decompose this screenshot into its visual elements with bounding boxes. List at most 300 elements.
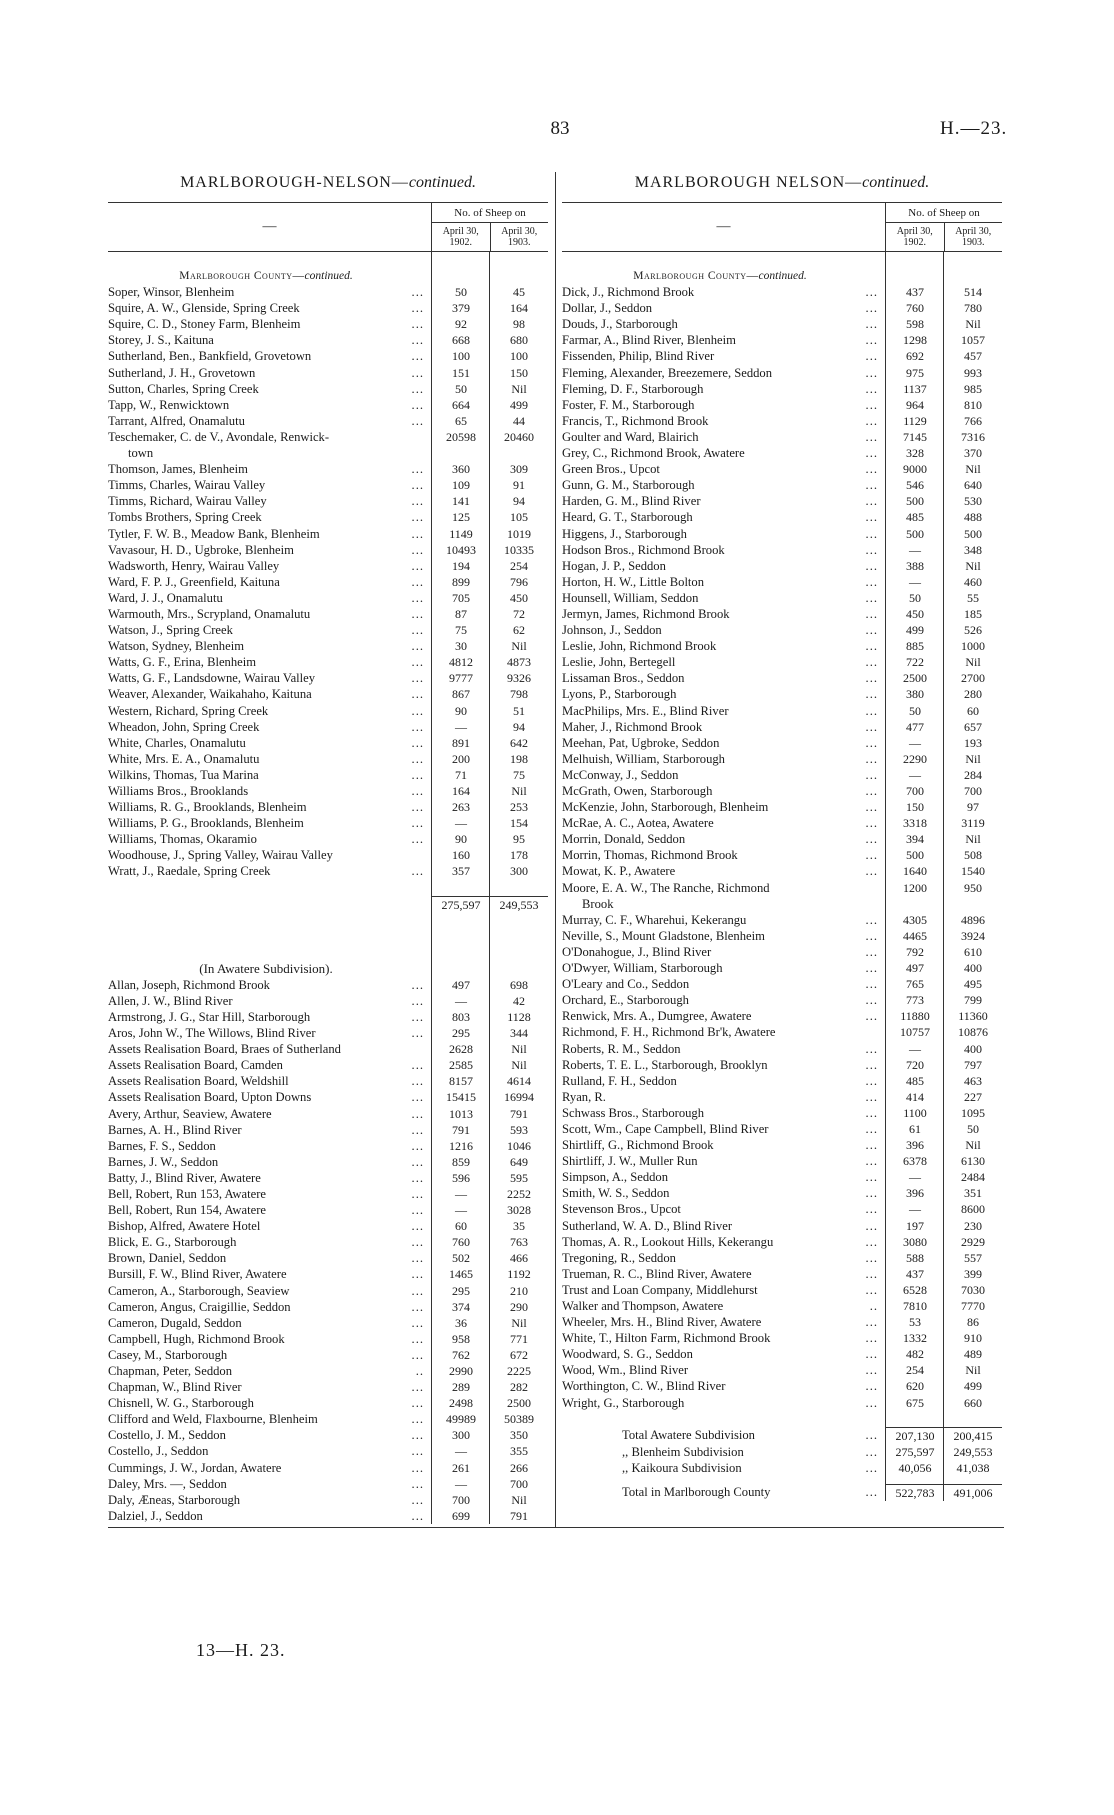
owner-name: Tregoning, R., Seddon	[562, 1250, 676, 1265]
empty-cell	[886, 268, 944, 284]
spacer-row	[108, 880, 548, 896]
empty-cell	[490, 961, 548, 977]
sheep-1903-value: 491,006	[944, 1484, 1002, 1501]
page-footer: 13—H. 23.	[196, 1640, 286, 1660]
section-heading-continued: continued.	[758, 270, 807, 282]
sheep-1902-value: 792	[906, 944, 924, 959]
owner-cell	[562, 1008, 886, 1024]
sheep-1902-value: —	[455, 1476, 467, 1491]
sheep-1902-value: 414	[906, 1089, 924, 1104]
sheep-1902-value: 500	[906, 494, 924, 509]
column-divider	[555, 172, 556, 1527]
sheep-1903-value: 7316	[961, 429, 985, 444]
owner-name: Ryan, R.	[562, 1089, 606, 1104]
table-row	[562, 622, 1002, 638]
spacer-row	[108, 252, 548, 268]
leader-dots: ...	[411, 1299, 424, 1314]
sheep-1902-value: 164	[452, 784, 470, 798]
table-row	[562, 670, 1002, 686]
spacer-row	[108, 945, 548, 961]
sheep-1903-value: 50	[967, 1121, 979, 1136]
sheep-1903-value: 370	[964, 446, 982, 461]
table-row	[108, 332, 548, 348]
owner-name: Richmond, F. H., Richmond Br'k, Awatere	[562, 1025, 776, 1040]
table-row	[108, 783, 548, 799]
sheep-1902-value: 4305	[903, 912, 927, 927]
owner-name: Simpson, A., Seddon	[562, 1170, 669, 1185]
sheep-1902-value: 964	[906, 397, 924, 412]
owner-name: Chisnell, W. G., Starborough	[108, 1396, 254, 1411]
owner-name: Orchard, E., Starborough	[562, 993, 689, 1008]
leader-dots: ...	[865, 1057, 878, 1072]
leader-dots: ...	[865, 703, 878, 718]
spacer-row	[562, 1476, 1002, 1484]
sheep-1903-value: Nil	[511, 784, 527, 798]
sheep-1903-value: Nil	[511, 639, 527, 654]
owner-cell	[108, 703, 432, 719]
sheep-1903-value: 672	[510, 1347, 528, 1362]
owner-name: Wheadon, John, Spring Creek	[108, 719, 260, 734]
sheep-1903-value: 249,553	[490, 896, 548, 913]
owner-cell	[108, 1379, 432, 1395]
leader-dots: ...	[865, 1089, 878, 1104]
table-row	[108, 300, 548, 316]
owner-name: O'Leary and Co., Seddon	[562, 977, 690, 992]
sheep-1903-value: 642	[510, 735, 528, 750]
sheep-1902-value: 499	[906, 623, 924, 638]
leader-dots: ...	[865, 1363, 878, 1378]
owner-name: Hodson Bros., Richmond Brook	[562, 542, 725, 557]
table-row	[108, 703, 548, 719]
table-row	[108, 815, 548, 831]
sheep-1902-value: 803	[452, 1009, 470, 1024]
owner-cell	[562, 1234, 886, 1250]
sheep-1902-value: 9777	[449, 671, 473, 686]
sheep-1902-value: —	[909, 1202, 921, 1217]
owner-cell	[108, 1073, 432, 1089]
leader-dots: ...	[865, 1484, 878, 1499]
sheep-1903-value: 193	[964, 735, 982, 750]
sheep-1903-value: Nil	[965, 655, 981, 670]
table-row	[562, 332, 1002, 348]
sheep-1902-value: 899	[452, 574, 470, 589]
sheep-1903-value	[944, 896, 1002, 912]
sheep-1902-value: 760	[452, 1235, 470, 1250]
owner-cell	[108, 1057, 432, 1073]
owner-name: Leslie, John, Richmond Brook	[562, 639, 717, 654]
leader-dots: ...	[411, 1347, 424, 1362]
owner-name: Squire, C. D., Stoney Farm, Blenheim	[108, 317, 301, 332]
sheep-1902-value: 75	[455, 623, 467, 638]
spacer-cell	[944, 1476, 1002, 1484]
owner-cell	[108, 397, 432, 413]
right-heading-continued: continued.	[862, 174, 930, 191]
sheep-1902-value: 92	[455, 317, 467, 332]
owner-name: Armstrong, J. G., Star Hill, Starborough	[108, 1009, 311, 1024]
sheep-1902-value: 1298	[903, 333, 927, 348]
right-column	[562, 172, 1002, 1501]
sheep-1903-value: 489	[964, 1347, 982, 1362]
owner-name: Assets Realisation Board, Braes of Sutherland	[108, 1042, 341, 1057]
sheep-1903-value: 797	[964, 1057, 982, 1072]
table-row	[108, 1025, 548, 1041]
sheep-1903-value: 50389	[504, 1412, 534, 1427]
sheep-1902-value: 71	[455, 767, 467, 782]
owner-cell	[562, 1346, 886, 1362]
sheep-1902-value: 546	[906, 478, 924, 493]
right-heading-main: MARLBOROUGH NELSON—	[634, 174, 863, 191]
sheep-1902-value: 50	[909, 590, 921, 605]
owner-cell	[108, 686, 432, 702]
spacer-cell	[432, 880, 490, 896]
owner-cell	[562, 1089, 886, 1105]
sheep-1902-value: —	[455, 1444, 467, 1459]
owner-name: Stevenson Bros., Upcot	[562, 1202, 681, 1217]
sheep-1902-value: 61	[909, 1121, 921, 1136]
table-row	[562, 1378, 1002, 1394]
owner-name: Francis, T., Richmond Brook	[562, 413, 709, 428]
table-row	[108, 1299, 548, 1315]
sheep-1903-value: 198	[510, 751, 528, 766]
owner-name: Storey, J. S., Kaituna	[108, 333, 214, 348]
empty-cell	[944, 268, 1002, 284]
sheep-1902-value: 3080	[903, 1234, 927, 1249]
leader-dots: ...	[865, 285, 878, 300]
sheep-1903-value: 466	[510, 1251, 528, 1266]
table-row	[562, 477, 1002, 493]
sheep-1903-value: 300	[510, 864, 528, 879]
owner-name: Bell, Robert, Run 153, Awatere	[108, 1186, 266, 1201]
sheep-1902-value: 90	[455, 832, 467, 847]
leader-dots: ...	[411, 1267, 424, 1282]
owner-name: Murray, C. F., Wharehui, Kekerangu	[562, 912, 747, 927]
leader-dots: ...	[865, 800, 878, 815]
owner-cell	[108, 461, 432, 477]
owner-cell	[108, 1234, 432, 1250]
table-row	[108, 1009, 548, 1025]
leader-dots: ...	[411, 864, 424, 879]
sheep-1903-value: 94	[513, 494, 525, 509]
leader-dots: ...	[865, 1009, 878, 1024]
leader-dots: ...	[865, 1266, 878, 1281]
owner-cell	[562, 1153, 886, 1169]
sheep-1902-value: 596	[452, 1170, 470, 1185]
leader-dots: ...	[411, 1106, 424, 1121]
leader-dots: ...	[411, 1074, 424, 1089]
table-row	[108, 638, 548, 654]
table-row	[562, 348, 1002, 364]
left-header-sheep-cell	[432, 203, 548, 251]
owner-name: Watson, J., Spring Creek	[108, 623, 233, 638]
owner-name: Sutton, Charles, Spring Creek	[108, 381, 259, 396]
table-row	[562, 1024, 1002, 1040]
owner-name: Barnes, J. W., Seddon	[108, 1154, 219, 1169]
sheep-1902-value: 100	[452, 349, 470, 364]
owner-name: Avery, Arthur, Seaview, Awatere	[108, 1106, 272, 1121]
sheep-1903-value: 657	[964, 719, 982, 734]
sheep-1903-value: 178	[510, 848, 528, 863]
sheep-1903-value: 499	[964, 1379, 982, 1394]
sheep-1902-value: 263	[452, 800, 470, 815]
owner-name: Campbell, Hugh, Richmond Brook	[108, 1331, 285, 1346]
sheep-1903-value: 810	[964, 397, 982, 412]
sheep-1903-value: 2929	[961, 1234, 985, 1249]
table-row	[108, 1315, 548, 1331]
left-header-name-cell: —	[108, 203, 432, 251]
table-row	[562, 863, 1002, 879]
owner-cell	[562, 332, 886, 348]
owner-cell	[562, 397, 886, 413]
owner-cell	[108, 847, 432, 863]
table-row	[108, 526, 548, 542]
sheep-1902-value: 437	[906, 1266, 924, 1281]
table-row	[108, 429, 548, 445]
sheep-1903-value: 526	[964, 623, 982, 638]
table-row	[108, 365, 548, 381]
owner-name: Daly, Æneas, Starborough	[108, 1492, 241, 1507]
spacer-cell	[562, 1411, 886, 1427]
owner-name: O'Dwyer, William, Starborough	[562, 961, 723, 976]
leader-dots: ...	[865, 446, 878, 461]
owner-name: Williams, Thomas, Okaramio	[108, 832, 257, 847]
owner-cell	[108, 1154, 432, 1170]
spacer-row	[108, 929, 548, 945]
owner-name: Foster, F. M., Starborough	[562, 397, 695, 412]
table-row	[108, 1266, 548, 1282]
table-row	[108, 1186, 548, 1202]
right-header-sheep-cell	[886, 203, 1002, 251]
owner-cell	[562, 1024, 886, 1040]
leader-dots: ...	[865, 1395, 878, 1410]
left-heading-continued: continued.	[408, 174, 476, 191]
owner-cell	[108, 638, 432, 654]
sheep-1903-value: Nil	[511, 1058, 527, 1073]
owner-name: Mowat, K. P., Awatere	[562, 864, 676, 879]
owner-cell	[108, 993, 432, 1009]
sheep-1902-value: 50	[909, 703, 921, 718]
sheep-1903-value: 42	[513, 993, 525, 1008]
leader-dots: ...	[865, 735, 878, 750]
leader-dots: ...	[411, 1251, 424, 1266]
sheep-1902-value: —	[455, 1203, 467, 1218]
leader-dots: ...	[411, 1026, 424, 1041]
sheep-1903-value: 993	[964, 365, 982, 380]
owner-name: Woodward, S. G., Seddon	[562, 1347, 693, 1362]
spacer-cell	[108, 929, 432, 945]
table-row	[108, 1492, 548, 1508]
sheep-1903-value: 8600	[961, 1202, 985, 1217]
leader-dots: ...	[865, 832, 878, 847]
table-row	[108, 767, 548, 783]
owner-name: White, T., Hilton Farm, Richmond Brook	[562, 1331, 771, 1346]
table-row	[562, 429, 1002, 445]
sheep-1902-value: 859	[452, 1154, 470, 1169]
owner-cell	[562, 1330, 886, 1346]
leader-dots: ...	[411, 623, 424, 638]
owner-name: Soper, Winsor, Blenheim	[108, 285, 235, 300]
sheep-1903-value: 763	[510, 1235, 528, 1250]
sheep-1903-value: Nil	[965, 1363, 981, 1378]
owner-name: Lissaman Bros., Seddon	[562, 671, 685, 686]
owner-name: Assets Realisation Board, Camden	[108, 1058, 283, 1073]
sheep-1902-value: 36	[455, 1315, 467, 1330]
sheep-1902-value: 379	[452, 301, 470, 316]
sheep-1902-value: 437	[906, 285, 924, 300]
table-row	[562, 944, 1002, 960]
sheep-1902-value: 65	[455, 413, 467, 428]
table-row	[562, 365, 1002, 381]
sheep-1902-value: 2498	[449, 1396, 473, 1411]
owner-name: Hounsell, William, Seddon	[562, 590, 699, 605]
table-row	[108, 1073, 548, 1089]
owner-name: Warmouth, Mrs., Scrypland, Onamalutu	[108, 606, 311, 621]
sheep-1902-value: 1149	[449, 526, 473, 541]
sheep-1903-value: 2484	[961, 1170, 985, 1185]
owner-name: Schwass Bros., Starborough	[562, 1105, 705, 1120]
leader-dots: ...	[865, 928, 878, 943]
owner-cell	[562, 1362, 886, 1378]
sheep-1903-value: 97	[967, 800, 979, 815]
sheep-1902-value: 197	[906, 1218, 924, 1233]
spacer-cell	[108, 252, 432, 268]
table-row	[108, 1122, 548, 1138]
leader-dots: ...	[865, 1379, 878, 1394]
owner-cell	[562, 381, 886, 397]
owner-cell	[108, 1089, 432, 1105]
sheep-1903-value: Nil	[965, 751, 981, 766]
owner-cell	[108, 1186, 432, 1202]
leader-dots: ...	[865, 671, 878, 686]
sheep-1902-value: —	[455, 993, 467, 1008]
table-row	[562, 976, 1002, 992]
right-header-year-1903: April 30, 1903.	[955, 226, 992, 248]
left-column-heading	[108, 174, 548, 192]
sheep-1902-value: 396	[906, 1186, 924, 1201]
leader-dots: ...	[411, 1331, 424, 1346]
table-row	[562, 606, 1002, 622]
table-row	[108, 1218, 548, 1234]
owner-cell	[562, 928, 886, 944]
table-row	[562, 590, 1002, 606]
table-row	[108, 1331, 548, 1347]
left-heading-main: MARLBOROUGH-NELSON—	[180, 174, 409, 191]
sheep-1903-value: 16994	[504, 1090, 534, 1105]
table-row	[108, 977, 548, 993]
owner-cell	[108, 670, 432, 686]
owner-cell	[562, 799, 886, 815]
owner-cell	[562, 735, 886, 751]
owner-cell	[562, 896, 886, 912]
owner-cell	[562, 1314, 886, 1330]
table-row	[562, 542, 1002, 558]
sheep-1902-value: 760	[906, 301, 924, 316]
sheep-1903-value: 791	[510, 1106, 528, 1121]
sheep-1902-value: 87	[455, 606, 467, 621]
sheep-1902-value: 7145	[903, 429, 927, 444]
sheep-1903-value: Nil	[511, 1492, 527, 1507]
table-row	[108, 847, 548, 863]
right-header-sheep-label: No. of Sheep on	[886, 203, 1002, 223]
owner-cell	[562, 638, 886, 654]
empty-cell	[432, 961, 490, 977]
owner-name: Lyons, P., Starborough	[562, 687, 677, 702]
sheep-1903-value: 499	[510, 397, 528, 412]
owner-cell	[562, 1169, 886, 1185]
sheep-1902-value: 3318	[903, 816, 927, 831]
leader-dots: ...	[411, 1058, 424, 1073]
table-row	[108, 1234, 548, 1250]
leader-dots: ...	[865, 977, 878, 992]
sheep-1903-value: 230	[964, 1218, 982, 1233]
table-row	[108, 348, 548, 364]
owner-name: ,, Blenheim Subdivision	[622, 1444, 744, 1459]
right-table-body	[562, 252, 1002, 1501]
leader-dots: ...	[865, 1041, 878, 1056]
table-row	[108, 574, 548, 590]
owner-name: Shirtliff, G., Richmond Brook	[562, 1138, 714, 1153]
sheep-1902-value: 49989	[446, 1412, 476, 1427]
owner-cell	[562, 413, 886, 429]
table-row	[108, 686, 548, 702]
owner-name: Fissenden, Philip, Blind River	[562, 349, 715, 364]
owner-name: Wood, Wm., Blind River	[562, 1363, 689, 1378]
owner-name: Casey, M., Starborough	[108, 1347, 228, 1362]
table-row	[562, 1169, 1002, 1185]
leader-dots: ...	[865, 478, 878, 493]
table-row	[108, 1508, 548, 1524]
leader-dots: ...	[411, 1154, 424, 1169]
owner-name: Allan, Joseph, Richmond Brook	[108, 977, 270, 992]
right-header-year-1902: April 30, 1902.	[886, 223, 945, 251]
table-row	[562, 493, 1002, 509]
owner-cell	[108, 783, 432, 799]
leader-dots: ...	[411, 1219, 424, 1234]
owner-name: O'Donahogue, J., Blind River	[562, 944, 712, 959]
leader-dots: ...	[411, 1412, 424, 1427]
owner-name: Timms, Richard, Wairau Valley	[108, 494, 267, 509]
sheep-1902-value: 207,130	[886, 1427, 944, 1444]
sheep-1903-value: 282	[510, 1380, 528, 1395]
table-row	[108, 316, 548, 332]
sheep-1902-value: 328	[906, 446, 924, 461]
leader-dots: ...	[865, 864, 878, 879]
table-row	[108, 1460, 548, 1476]
owner-name: McKenzie, John, Starborough, Blenheim	[562, 800, 769, 815]
owner-cell	[108, 896, 432, 913]
table-row	[562, 1250, 1002, 1266]
owner-cell	[562, 622, 886, 638]
owner-cell	[562, 703, 886, 719]
leader-dots: ...	[411, 1090, 424, 1105]
sheep-1903-value: 7030	[961, 1282, 985, 1297]
table-row	[562, 1314, 1002, 1330]
owner-cell	[108, 1122, 432, 1138]
sheep-1903-value: 771	[510, 1331, 528, 1346]
owner-name: Higgens, J., Starborough	[562, 526, 687, 541]
leader-dots: ...	[865, 1202, 878, 1217]
sheep-1902-value: 50	[455, 285, 467, 300]
owner-cell	[562, 912, 886, 928]
sheep-1903-value: Nil	[965, 317, 981, 332]
table-row	[562, 1346, 1002, 1362]
sheep-1903-value: 593	[510, 1122, 528, 1137]
owner-name: Assets Realisation Board, Weldshill	[108, 1074, 289, 1089]
sheep-1902-value: 1216	[449, 1138, 473, 1153]
leader-dots: ...	[411, 413, 424, 428]
sheep-1902-value	[432, 445, 490, 461]
leader-dots: ...	[865, 912, 878, 927]
owner-name: Scott, Wm., Cape Campbell, Blind River	[562, 1121, 769, 1136]
